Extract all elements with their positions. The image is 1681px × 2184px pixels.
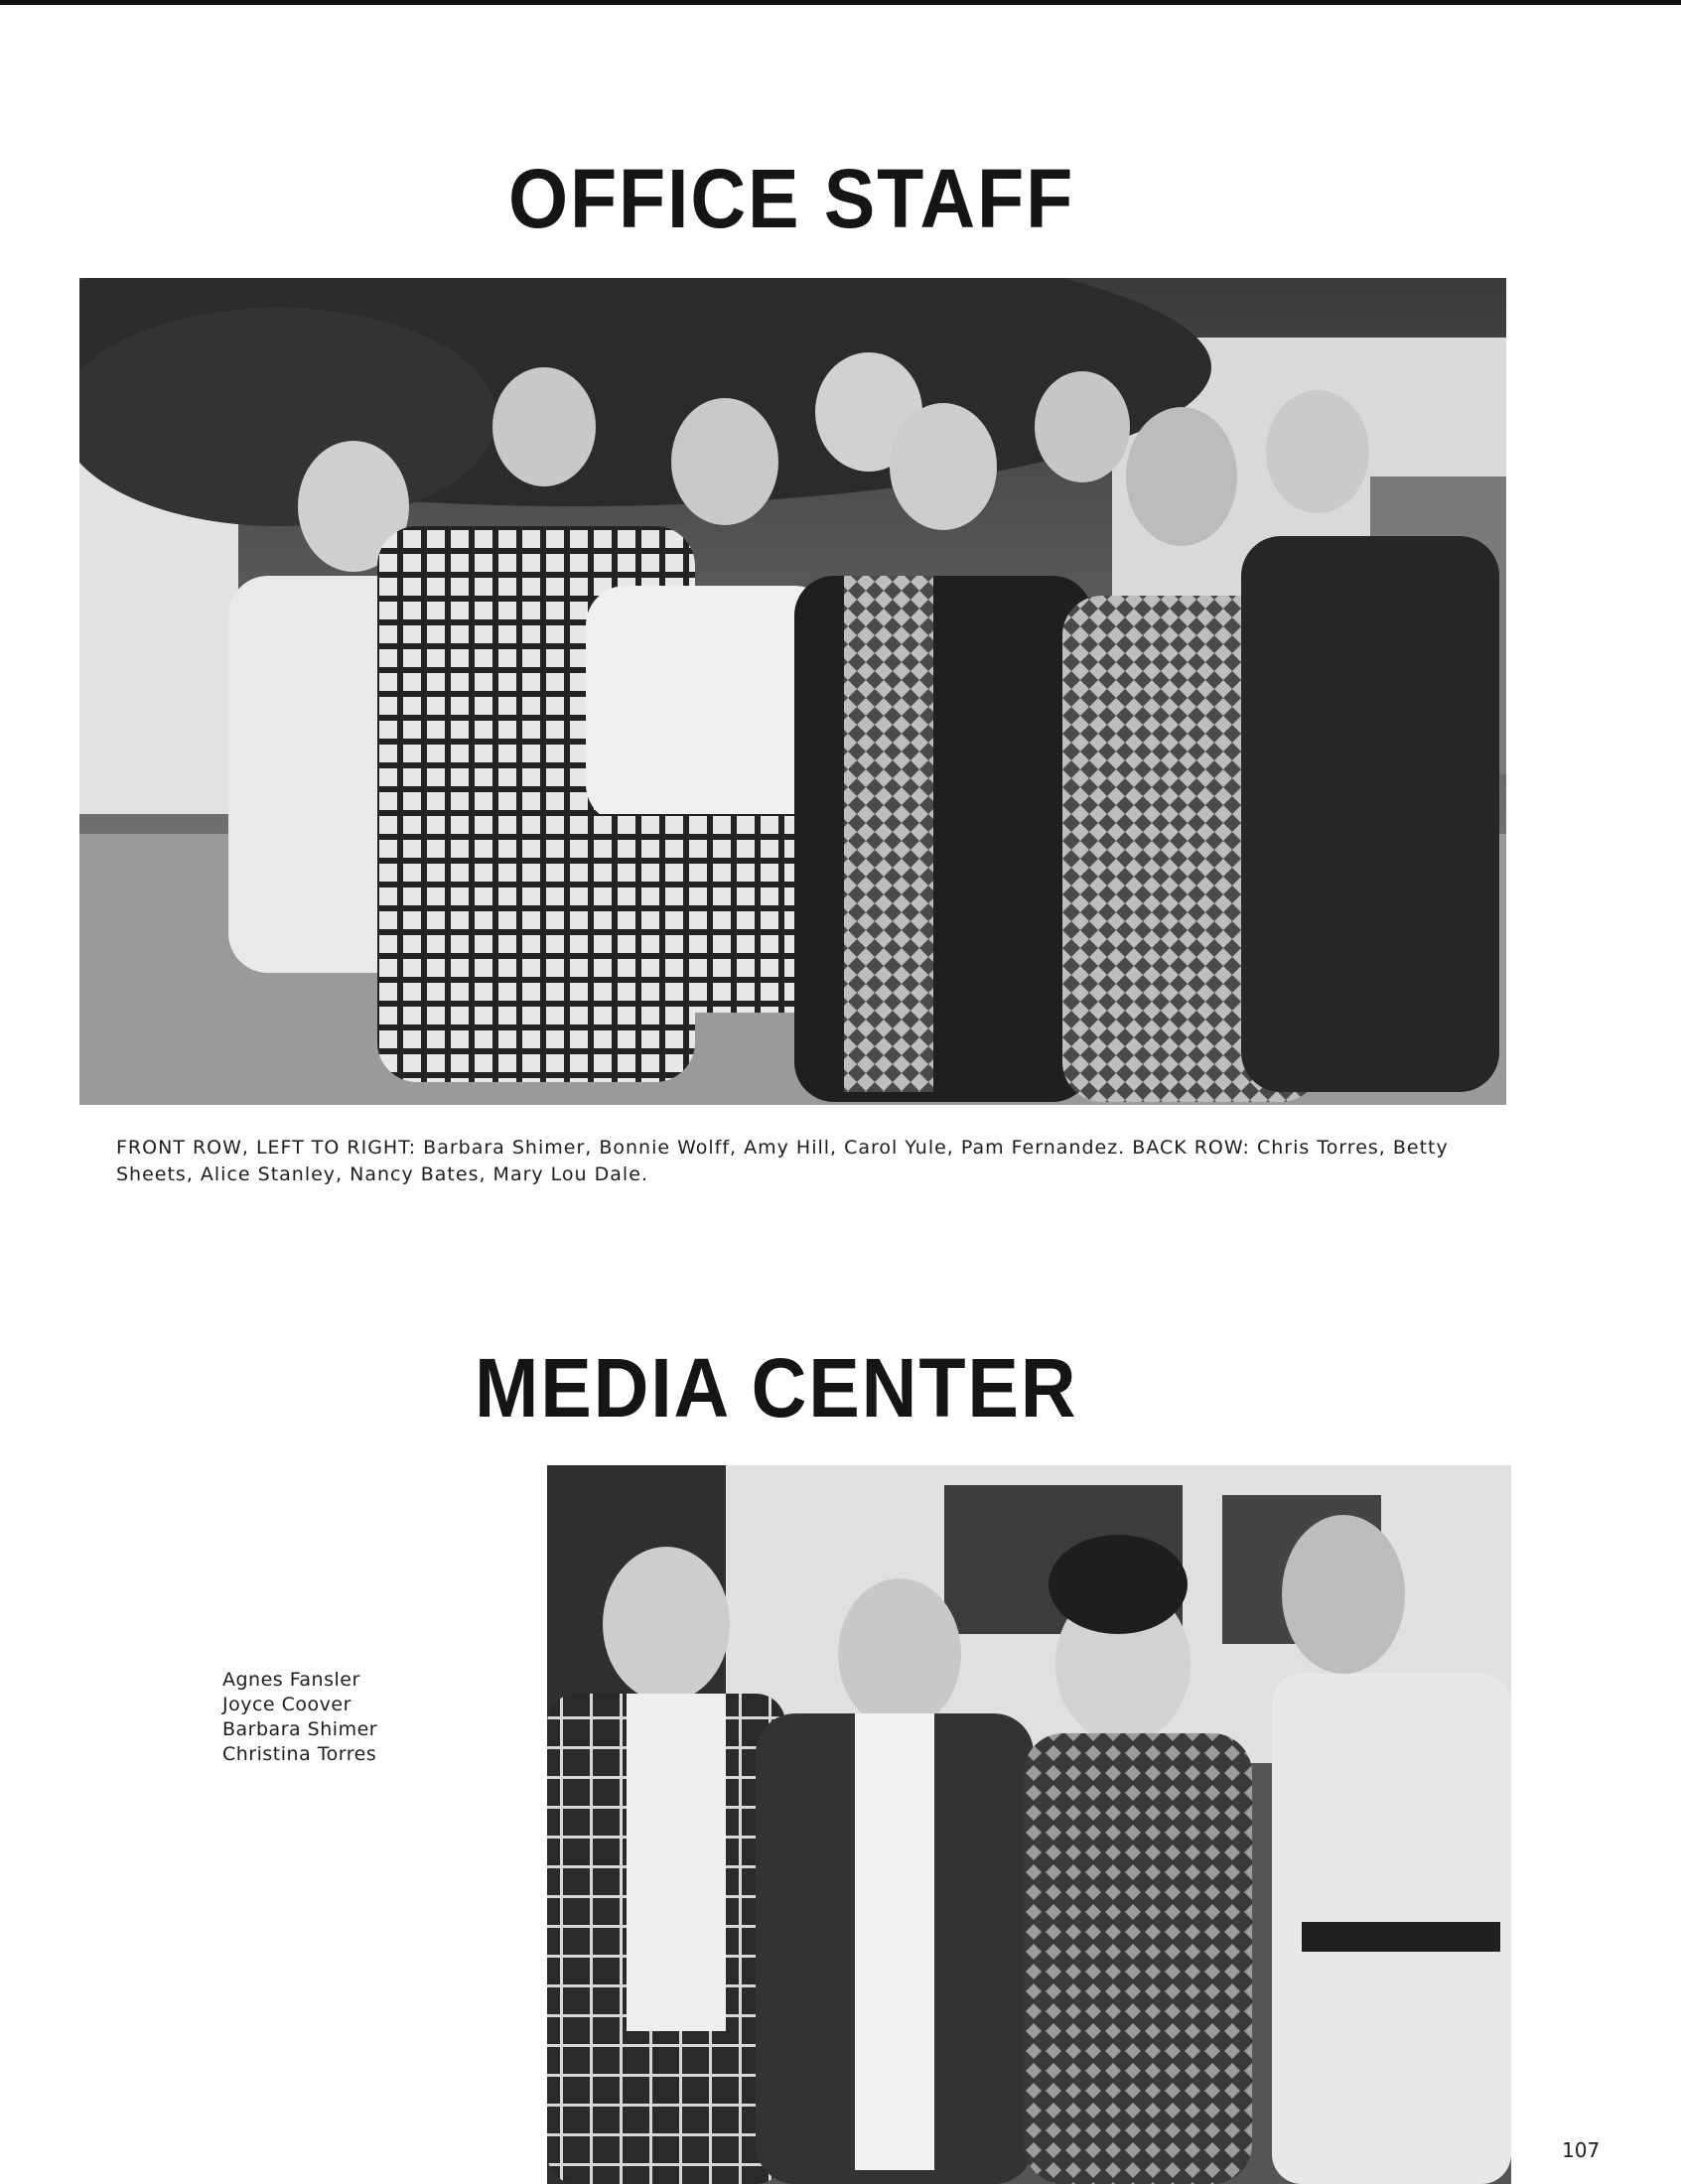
media-center-name: Barbara Shimer [222, 1718, 378, 1740]
media-center-title: MEDIA CENTER [475, 1341, 1078, 1434]
media-center-name: Agnes Fansler [222, 1669, 360, 1691]
media-center-name: Joyce Coover [222, 1694, 351, 1715]
media-center-names-list [222, 1668, 377, 1767]
office-staff-caption: FRONT ROW, LEFT TO RIGHT: Barbara Shimer, Bonnie Wolff, Amy Hill, Carol Yule, Pam Fernandez. BACK ROW: Chris Torres, Betty Sheets, Alice Stanley, Nancy Bates, Mary Lou Dale. [116, 1137, 1449, 1185]
media-center-group-photo [547, 1465, 1511, 2184]
media-center-name: Christina Torres [222, 1743, 377, 1765]
top-border-rule [0, 0, 1681, 5]
office-staff-group-photo [79, 278, 1506, 1105]
office-staff-photo-illustration [79, 278, 1506, 1105]
office-staff-title: OFFICE STAFF [508, 152, 1075, 245]
media-center-photo-illustration [547, 1465, 1511, 2184]
page-number: 107 [1562, 2138, 1601, 2162]
